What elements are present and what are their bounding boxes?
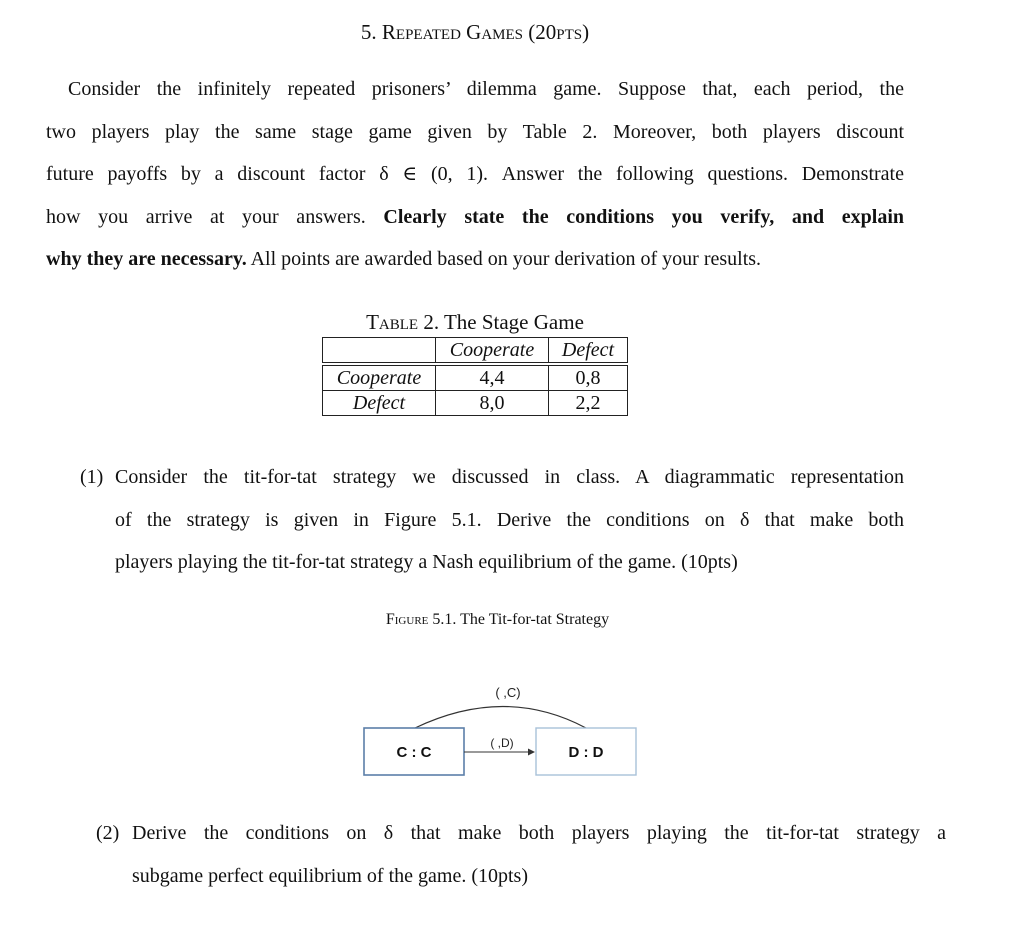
section-points: (20pts) [528, 20, 590, 44]
arrow-label-mid: ( ,D) [490, 736, 514, 750]
figure-caption-text: The Tit-for-tat Strategy [460, 611, 610, 628]
question-2 [96, 812, 946, 897]
row-header-cooperate: Cooperate [323, 366, 436, 391]
section-number: 5. [360, 20, 377, 44]
row-header-defect: Defect [323, 391, 436, 416]
question-1-line-2: of the strategy is given in Figure 5.1. Derive the conditions on δ that make both [115, 508, 904, 531]
question-2-line-2: subgame perfect equilibrium of the game. (10pts) [132, 864, 528, 887]
table-caption-label: Table 2. [366, 310, 440, 334]
intro-line-3: future payoffs by a discount factor δ ∈ (0, 1). Answer the following questions. Demonstrate [46, 163, 904, 185]
table-caption [0, 310, 950, 335]
arrow-label-top: ( ,C) [495, 685, 521, 700]
intro-line-1: Consider the infinitely repeated prisoners’ dilemma game. Suppose that, each period, the [68, 78, 904, 100]
payoff-cell: 2,2 [549, 391, 628, 416]
intro-paragraph [46, 68, 904, 281]
figure-caption [0, 611, 995, 629]
section-name: Repeated Games [381, 20, 523, 44]
table-header-row [323, 338, 628, 363]
table-caption-text: The Stage Game [443, 310, 584, 334]
figure-caption-label: Figure 5.1. [385, 611, 457, 628]
intro-emphasis-1: Clearly state the conditions you verify, and explain [383, 205, 905, 228]
question-1-number: (1) [80, 466, 104, 488]
intro-line-5: All points are awarded based on your derivation of your results. [246, 248, 762, 270]
table-row [323, 366, 628, 391]
table-row [323, 391, 628, 416]
question-1 [80, 456, 904, 584]
section-title [0, 20, 950, 45]
intro-line-2: two players play the same stage game given by Table 2. Moreover, both players discount [46, 120, 904, 143]
table-corner-cell [323, 338, 436, 363]
stage-game-table [322, 337, 628, 416]
intro-emphasis-2: why they are necessary. [46, 248, 247, 270]
payoff-cell: 8,0 [436, 391, 549, 416]
transition-arrow-back [415, 707, 586, 729]
question-1-line-3: players playing the tit-for-tat strategy a Nash equilibrium of the game. (10pts) [115, 551, 738, 573]
col-header-defect: Defect [549, 338, 628, 363]
question-1-line-1: Consider the tit-for-tat strategy we discussed in class. A diagrammatic representation [115, 466, 904, 488]
state-label-cooperate: C : C [396, 744, 432, 761]
question-2-number: (2) [96, 822, 120, 844]
col-header-cooperate: Cooperate [436, 338, 549, 363]
payoff-cell: 4,4 [436, 366, 549, 391]
state-label-defect: D : D [568, 744, 604, 761]
intro-line-4: how you arrive at your answers. [46, 205, 384, 228]
question-2-line-1: Derive the conditions on δ that make both players playing the tit-for-tat strategy a [132, 822, 946, 844]
tit-for-tat-diagram [340, 670, 660, 790]
payoff-cell: 0,8 [549, 366, 628, 391]
